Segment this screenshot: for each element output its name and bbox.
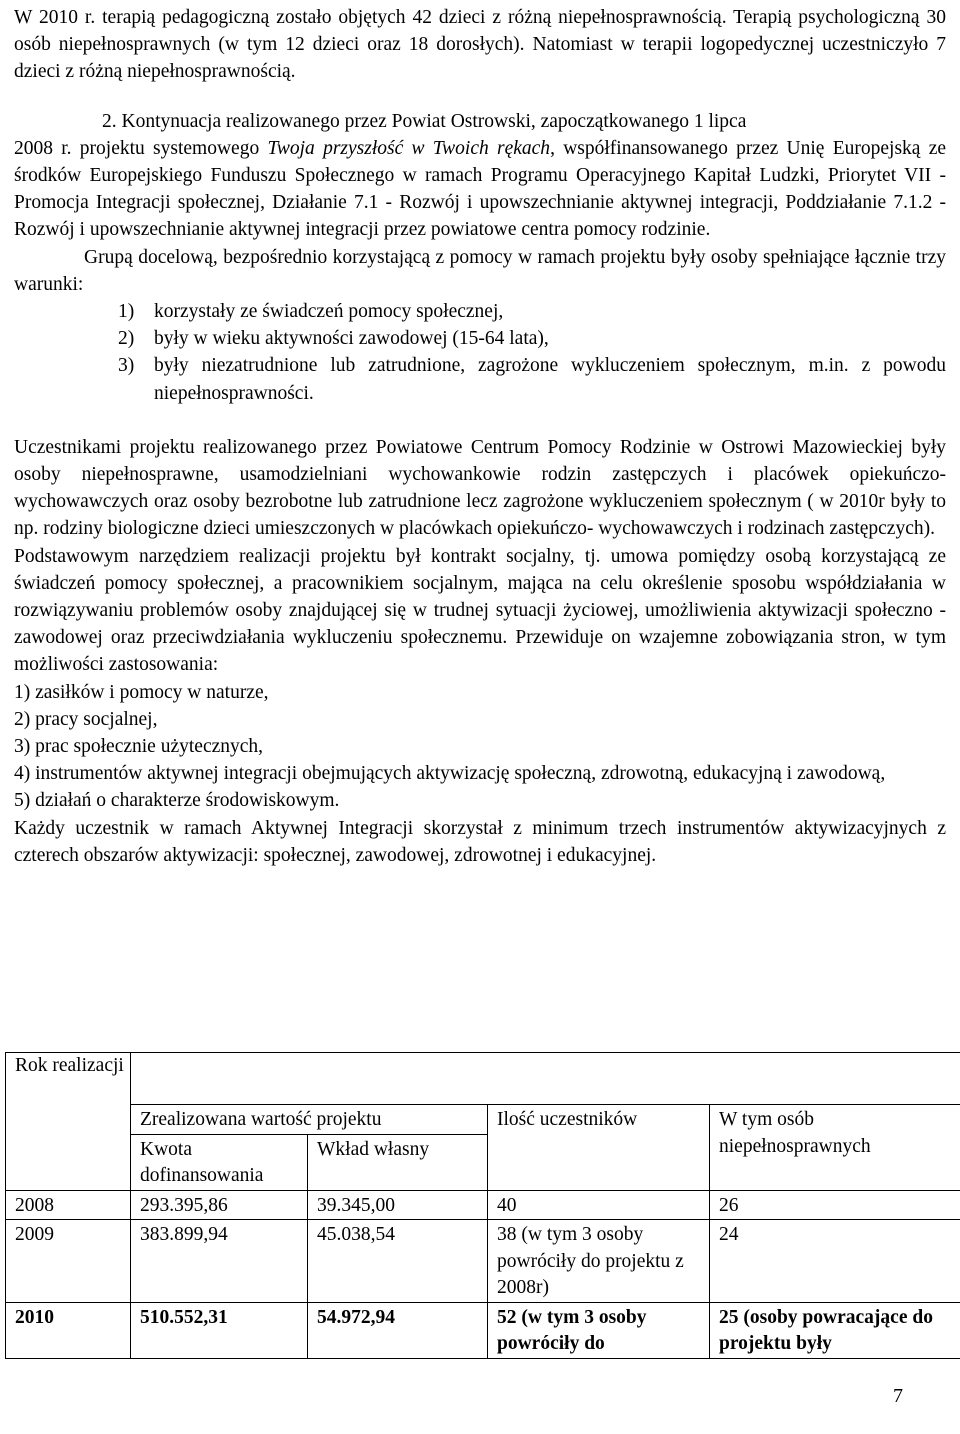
header-spacer	[131, 1053, 960, 1105]
instruments-list	[14, 679, 946, 815]
cell-participants: 52 (w tym 3 osoby powróciły do	[488, 1302, 710, 1358]
header-value-group: Zrealizowana wartość projektu	[131, 1105, 488, 1135]
cell-year: 2008	[6, 1190, 131, 1220]
cell-own: 45.038,54	[308, 1220, 488, 1303]
document-page	[14, 0, 946, 869]
cell-disabled: 26	[710, 1190, 960, 1220]
section-2-heading: 2. Kontynuacja realizowanego przez Powiat Ostrowski, zapoczątkowanego 1 lipca	[102, 110, 747, 132]
conditions-list	[14, 298, 946, 407]
contract-paragraph: Podstawowym narzędziem realizacji projektu był kontrakt socjalny, tj. umowa pomiędzy osobą korzystającą ze świadczeń pomocy społecznej, a pracownikiem socjalnym, mająca na celu określenie sposobu współdziałania w rozwiązywaniu problemów osoby znajdującej się w trudnej sytuacji życiowej, umożliwienia aktywizacji społeczno - zawodowej oraz przeciwdziałania wykluczeniu społecznemu. Przewiduje on wzajemne zobowiązania stron, w tym możliwości zastosowania:	[14, 545, 946, 676]
list-item	[14, 352, 946, 406]
project-value-table	[5, 1052, 960, 1359]
list-item-text: korzystały ze świadczeń pomocy społecznej,	[154, 301, 504, 323]
section-2-body	[14, 135, 946, 244]
cell-own: 39.345,00	[308, 1190, 488, 1220]
cell-cofinancing: 293.395,86	[131, 1190, 308, 1220]
cell-year: 2009	[6, 1220, 131, 1303]
list-item-number: 2)	[118, 328, 135, 350]
section-2-body-rest: , współfinansowanego przez Unię Europejską ze środków Europejskiego Funduszu Społecznego w ramach Programu Operacyjnego Kapitał Ludzki, Priorytet VII - Promocja Integracji społecznej, Działanie 7.1 - Rozwój i upowszechnianie aktywnej integracji, Poddziałanie 7.1.2 - Rozwój i upowszechnianie aktywnej integracji przez powiatowe centra pomocy rodzinie.	[14, 137, 947, 241]
header-cofinancing: Kwota dofinansowania	[131, 1134, 308, 1190]
list-item: 4) instrumentów aktywnej integracji obejmujących aktywizację społeczną, zdrowotną, edukacyjną i zawodową,	[14, 763, 886, 785]
cell-cofinancing: 510.552,31	[131, 1302, 308, 1358]
list-item	[14, 298, 946, 325]
cell-year: 2010	[6, 1302, 131, 1358]
participants-paragraph: Uczestnikami projektu realizowanego przez Powiatowe Centrum Pomocy Rodzinie w Ostrowi Mazowieckiej były osoby niepełnosprawne, usamodzielniani wychowankowie rodzin zastępczych i placówek opiekuńczo- wychowawczych oraz osoby bezrobotne lub zatrudnione lecz zagrożone wykluczeniem społecznym ( w 2010r były to np. rodziny biologiczne dzieci umieszczonych w placówkach opiekuńczo- wychowawczych i rodzinach zastępczych).	[14, 436, 946, 540]
list-item: 5) działań o charakterze środowiskowym.	[14, 790, 340, 812]
cell-participants: 38 (w tym 3 osoby powróciły do projektu z 2008r)	[488, 1220, 710, 1303]
cell-own: 54.972,94	[308, 1302, 488, 1358]
header-disabled: W tym osób niepełnosprawnych	[710, 1105, 960, 1191]
target-group-paragraph: Grupą docelową, bezpośrednio korzystającą z pomocy w ramach projektu były osoby spełniające łącznie trzy warunki:	[14, 246, 946, 295]
table-row	[6, 1220, 960, 1303]
page-number: 7	[893, 1385, 903, 1407]
list-item-text: były w wieku aktywności zawodowej (15-64 lata),	[154, 328, 549, 350]
list-item: 3) prac społecznie użytecznych,	[14, 736, 264, 758]
closing-paragraph: Każdy uczestnik w ramach Aktywnej Integracji skorzystał z minimum trzech instrumentów aktywizacyjnych z czterech obszarów aktywizacji: społecznej, zawodowej, zdrowotnej i edukacyjnej.	[14, 817, 946, 866]
list-item-number: 3)	[118, 355, 135, 377]
table-row	[6, 1190, 960, 1220]
list-item: 2) pracy socjalnej,	[14, 708, 158, 730]
cell-participants: 40	[488, 1190, 710, 1220]
list-item-number: 1)	[118, 301, 135, 323]
list-item-text: były niezatrudnione lub zatrudnione, zagrożone wykluczeniem społecznym, m.in. z powodu niepełnosprawności.	[154, 355, 946, 404]
cell-disabled: 25 (osoby powracające do projektu były	[710, 1302, 960, 1358]
table-row	[6, 1302, 960, 1358]
project-name: Twoja przyszłość w Twoich rękach	[267, 137, 551, 159]
list-item	[14, 325, 946, 352]
intro-paragraph: W 2010 r. terapią pedagogiczną zostało objętych 42 dzieci z różną niepełnosprawnością. Terapią psychologiczną 30 osób niepełnosprawnych (w tym 12 dzieci oraz 18 dorosłych). Natomiast w terapii logopedycznej uczestniczyło 7 dzieci z różną niepełnosprawnością.	[14, 7, 946, 83]
table-header-row	[6, 1105, 960, 1135]
cell-cofinancing: 383.899,94	[131, 1220, 308, 1303]
header-participants: Ilość uczestników	[488, 1105, 710, 1191]
table-header-row	[6, 1053, 960, 1105]
cell-disabled: 24	[710, 1220, 960, 1303]
list-item: 1) zasiłków i pomocy w naturze,	[14, 681, 269, 703]
section-2-body-start: 2008 r. projektu systemowego	[14, 137, 268, 159]
header-year: Rok realizacji	[6, 1053, 131, 1191]
header-own: Wkład własny	[308, 1134, 488, 1190]
